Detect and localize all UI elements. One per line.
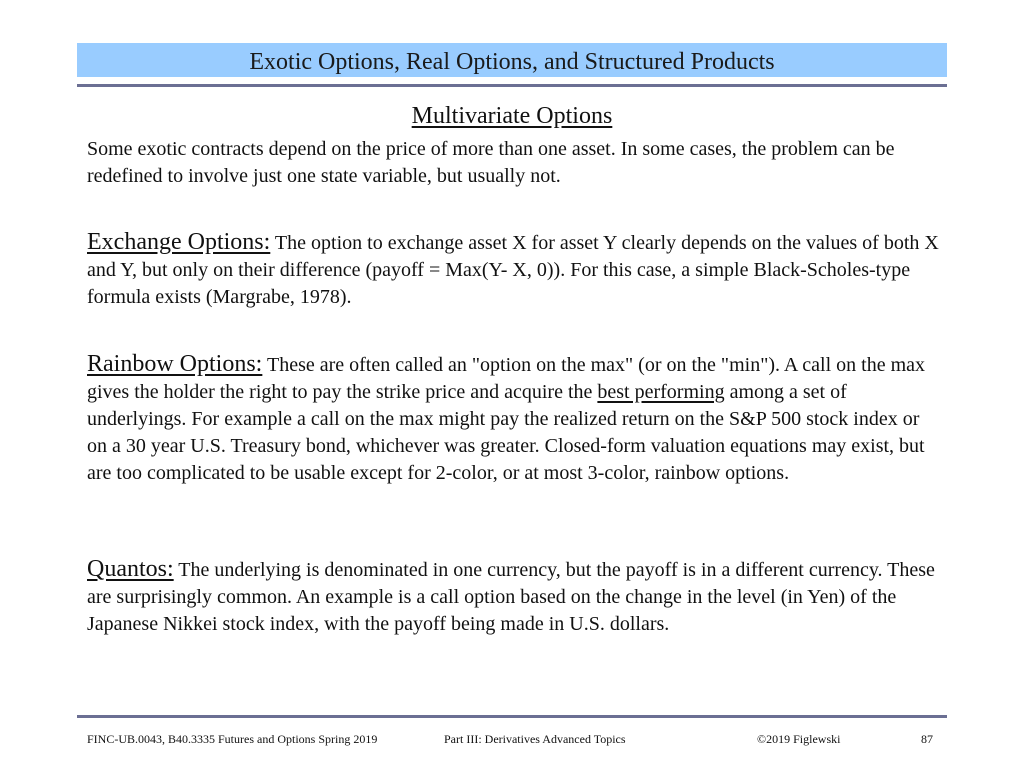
slide-title: Exotic Options, Real Options, and Structured Products xyxy=(249,49,775,75)
rainbow-options-heading: Rainbow Options: xyxy=(87,351,263,377)
footer-page-number: 87 xyxy=(921,732,933,746)
exchange-options-text: The option to exchange asset X for asset Y clearly depends on the values of both X and Y, but only on their difference (payoff = Max(Y- X, 0)). For this case, a simple Black-Scholes-type formula exists (Margrabe, 1978). xyxy=(87,232,939,308)
section-heading: Multivariate Options xyxy=(411,103,613,129)
footer-divider xyxy=(77,715,947,718)
title-divider xyxy=(77,84,947,87)
quantos-text: The underlying is denominated in one currency, but the payoff is in a different currency. These are surprisingly common. An example is a call option based on the change in the level (in Yen) of the Japanese Nikkei stock index, with the payoff being made in U.S. dollars. xyxy=(87,559,935,635)
quantos-heading: Quantos: xyxy=(87,556,174,582)
slide-title-bar xyxy=(77,43,947,77)
intro-paragraph xyxy=(87,136,942,190)
footer-course: FINC-UB.0043, B40.3335 Futures and Options Spring 2019 xyxy=(87,732,378,746)
exchange-options-heading: Exchange Options: xyxy=(87,229,271,255)
quantos-paragraph xyxy=(87,556,942,638)
rainbow-options-emphasis: best performing xyxy=(597,381,725,403)
rainbow-options-paragraph xyxy=(87,351,942,487)
rainbow-options-text-part2: among a set of underlyings. For example a call on the max might pay the realized return on the S&P 500 stock index or on a 30 year U.S. Treasury bond, whichever was greater. Closed-form valuation equations may exist, but are too complicated to be usable except for 2-color, or at most 3-color, rainbow options. xyxy=(87,381,925,484)
intro-text: Some exotic contracts depend on the price of more than one asset. In some cases, the problem can be redefined to involve just one state variable, but usually not. xyxy=(87,138,895,187)
footer-part: Part III: Derivatives Advanced Topics xyxy=(444,732,626,746)
footer-copyright: ©2019 Figlewski xyxy=(757,732,841,746)
exchange-options-paragraph xyxy=(87,229,942,311)
rainbow-options-text-part1: These are often called an "option on the max" (or on the "min"). A call on the max gives the holder the right to pay the strike price and acquire the xyxy=(87,354,925,403)
